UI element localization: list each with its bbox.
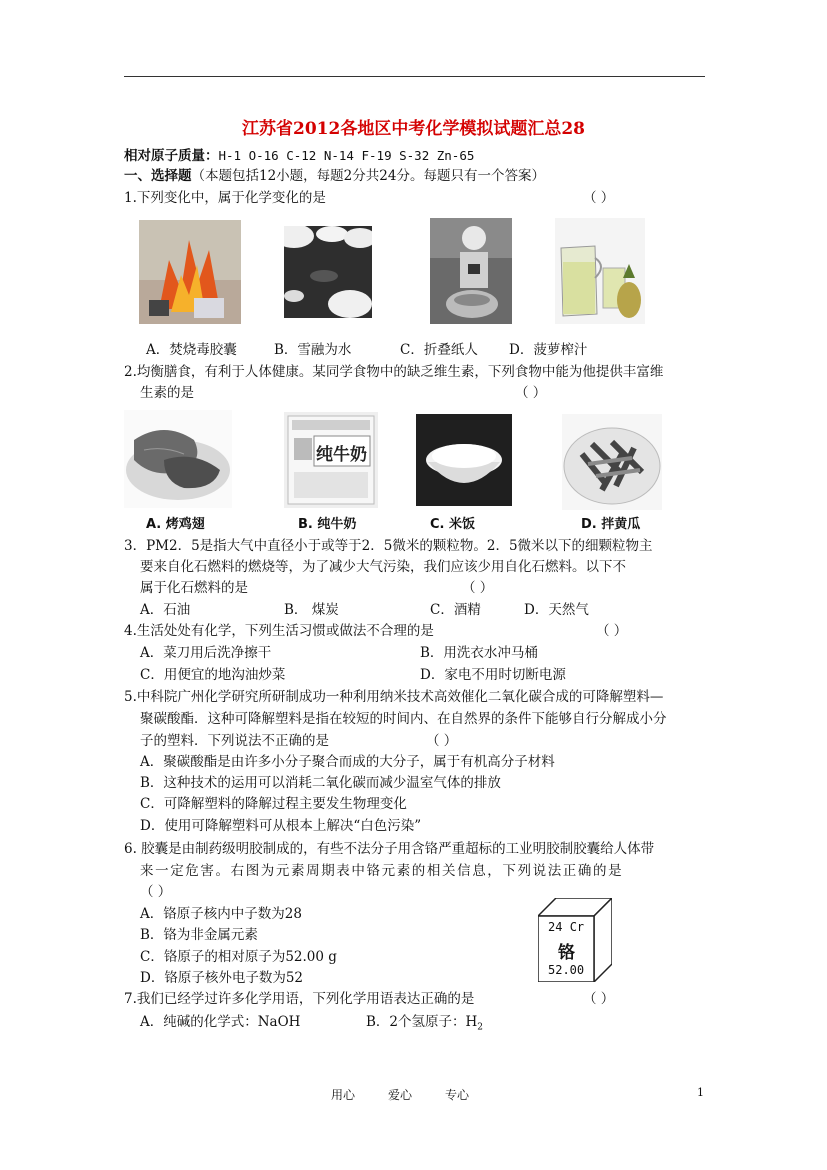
- q5-bracket: （ ）: [426, 733, 458, 749]
- q2-stem-line1: 2.均衡膳食，有利于人体健康。某同学食物中的缺乏维生素，下列食物中能为他提供丰富维: [124, 364, 664, 380]
- q1-image-pineapple-juice: [555, 218, 645, 324]
- q3-bracket: （ ）: [462, 580, 494, 596]
- q7-bracket: （ ）: [583, 991, 615, 1007]
- q6-line2: 来一定危害。右图为元素周期表中铬元素的相关信息，下列说法正确的是: [140, 863, 624, 879]
- q5-line2: 聚碳酸酯．这种可降解塑料是指在较短的时间内、在自然界的条件下能够自行分解成小分: [140, 711, 667, 727]
- element-number-symbol: [548, 920, 584, 934]
- q2-caption-d: D. 拌黄瓜: [581, 517, 641, 532]
- q4-stem: 4.生活处处有化学，下列生活习惯或做法不合理的是: [124, 623, 434, 639]
- q3-option-c: C．酒精: [430, 602, 481, 618]
- section-title: 一、选择题: [124, 168, 192, 184]
- q1-image-snow-melting: [284, 226, 372, 318]
- q2-stem-line2: 生素的是: [140, 385, 194, 401]
- q1-option-c: C．折叠纸人: [400, 342, 478, 358]
- q3-line2: 要来自化石燃料的燃烧等，为了减少大气污染，我们应该少用自化石燃料。以下不: [140, 559, 626, 575]
- q4-option-d: D．家电不用时切断电源: [420, 667, 566, 683]
- chromium-element-card: [538, 898, 612, 982]
- header-rule: [124, 76, 705, 77]
- atomic-mass-label: 相对原子质量：: [124, 148, 219, 164]
- q2-caption-b: B. 纯牛奶: [298, 517, 357, 532]
- element-name: 铬: [558, 943, 575, 963]
- q2-caption-c: C. 米饭: [430, 517, 476, 532]
- element-mass: 52.00: [548, 963, 585, 977]
- section-note: （本题包括12小题，每题2分共24分。每题只有一个答案）: [191, 168, 545, 184]
- q5-line1: 5.中科院广州化学研究所研制成功一种利用纳米技术高效催化二氧化碳合成的可降解塑料—: [124, 689, 664, 705]
- page-title: 江苏省2012各地区中考化学模拟试题汇总28: [242, 119, 585, 139]
- q7-option-b: [366, 1012, 483, 1038]
- q1-image-burning-capsules: [139, 220, 241, 324]
- q3-option-a: A．石油: [140, 602, 191, 618]
- q1-bracket: （ ）: [583, 190, 615, 206]
- footer-item-3: 专心: [445, 1088, 470, 1102]
- footer-page-number: 1: [697, 1086, 704, 1099]
- q2-bracket: （ ）: [515, 385, 547, 401]
- q2-image-cucumber-salad: [562, 414, 662, 510]
- q5-option-c: C．可降解塑料的降解过程主要发生物理变化: [140, 796, 407, 812]
- q7-stem: 7.我们已经学过许多化学用语，下列化学用语表达正确的是: [124, 991, 475, 1007]
- q1-stem: 1.下列变化中，属于化学变化的是: [124, 190, 326, 206]
- element-symbol: Cr: [569, 920, 585, 934]
- q3-option-d: D．天然气: [524, 602, 589, 618]
- footer-item-2: 爱心: [388, 1088, 413, 1102]
- q2-image-rice-bowl: [416, 414, 512, 506]
- q7-option-b-subscript: 2: [477, 1022, 484, 1033]
- q5-option-a: A．聚碳酸酯是由许多小分子聚合而成的大分子，属于有机高分子材料: [140, 754, 555, 770]
- atomic-mass-values: H-1 O-16 C-12 N-14 F-19 S-32 Zn-65: [218, 148, 475, 163]
- q3-line1: 3．PM2．5是指大气中直径小于或等于2．5微米的颗粒物。2．5微米以下的细颗粒物主: [124, 538, 653, 554]
- q1-image-folded-paper-figure: [430, 218, 512, 324]
- footer-item-1: 用心: [331, 1088, 356, 1102]
- q2-milk-bag-label: 纯牛奶: [316, 445, 367, 465]
- q5-option-d: D．使用可降解塑料可从根本上解决“白色污染”: [140, 818, 422, 834]
- q6-option-b: B．铬为非金属元素: [140, 927, 258, 943]
- q2-caption-a: A. 烤鸡翅: [146, 517, 205, 532]
- element-number: 24: [548, 920, 563, 934]
- q6-option-d: D．铬原子核外电子数为52: [140, 970, 304, 986]
- q4-bracket: （ ）: [596, 623, 628, 639]
- q4-option-c: C．用便宜的地沟油炒菜: [140, 667, 286, 683]
- q1-option-b: B．雪融为水: [274, 342, 352, 358]
- q1-option-d: D．菠萝榨汁: [509, 342, 588, 358]
- q3-line3: 属于化石燃料的是: [140, 580, 248, 596]
- q4-option-b: B．用洗衣水冲马桶: [420, 645, 538, 661]
- q1-option-a: A．焚烧毒胶囊: [146, 342, 237, 358]
- q5-option-b: B．这种技术的运用可以消耗二氧化碳而减少温室气体的排放: [140, 775, 501, 791]
- q7-option-a: A．纯碱的化学式：NaOH: [140, 1014, 301, 1030]
- q4-option-a: A．菜刀用后洗净擦干: [140, 645, 272, 661]
- q6-option-a: A．铬原子核内中子数为28: [140, 906, 302, 922]
- section-heading: [124, 166, 545, 186]
- atomic-mass-line: [124, 146, 474, 166]
- q6-bracket: （ ）: [140, 884, 172, 900]
- q5-line3: 子的塑料．下列说法不正确的是: [140, 733, 329, 749]
- q3-option-b: B． 煤炭: [284, 602, 339, 618]
- q7-option-b-text: B．2个氢原子：H: [366, 1014, 478, 1030]
- q2-image-chicken-wings: [124, 410, 232, 508]
- q6-option-c: C．铬原子的相对原子为52.00 g: [140, 949, 337, 965]
- q6-line1: 6. 胶囊是由制药级明胶制成的，有些不法分子用含铬严重超标的工业明胶制胶囊给人体带: [124, 841, 655, 857]
